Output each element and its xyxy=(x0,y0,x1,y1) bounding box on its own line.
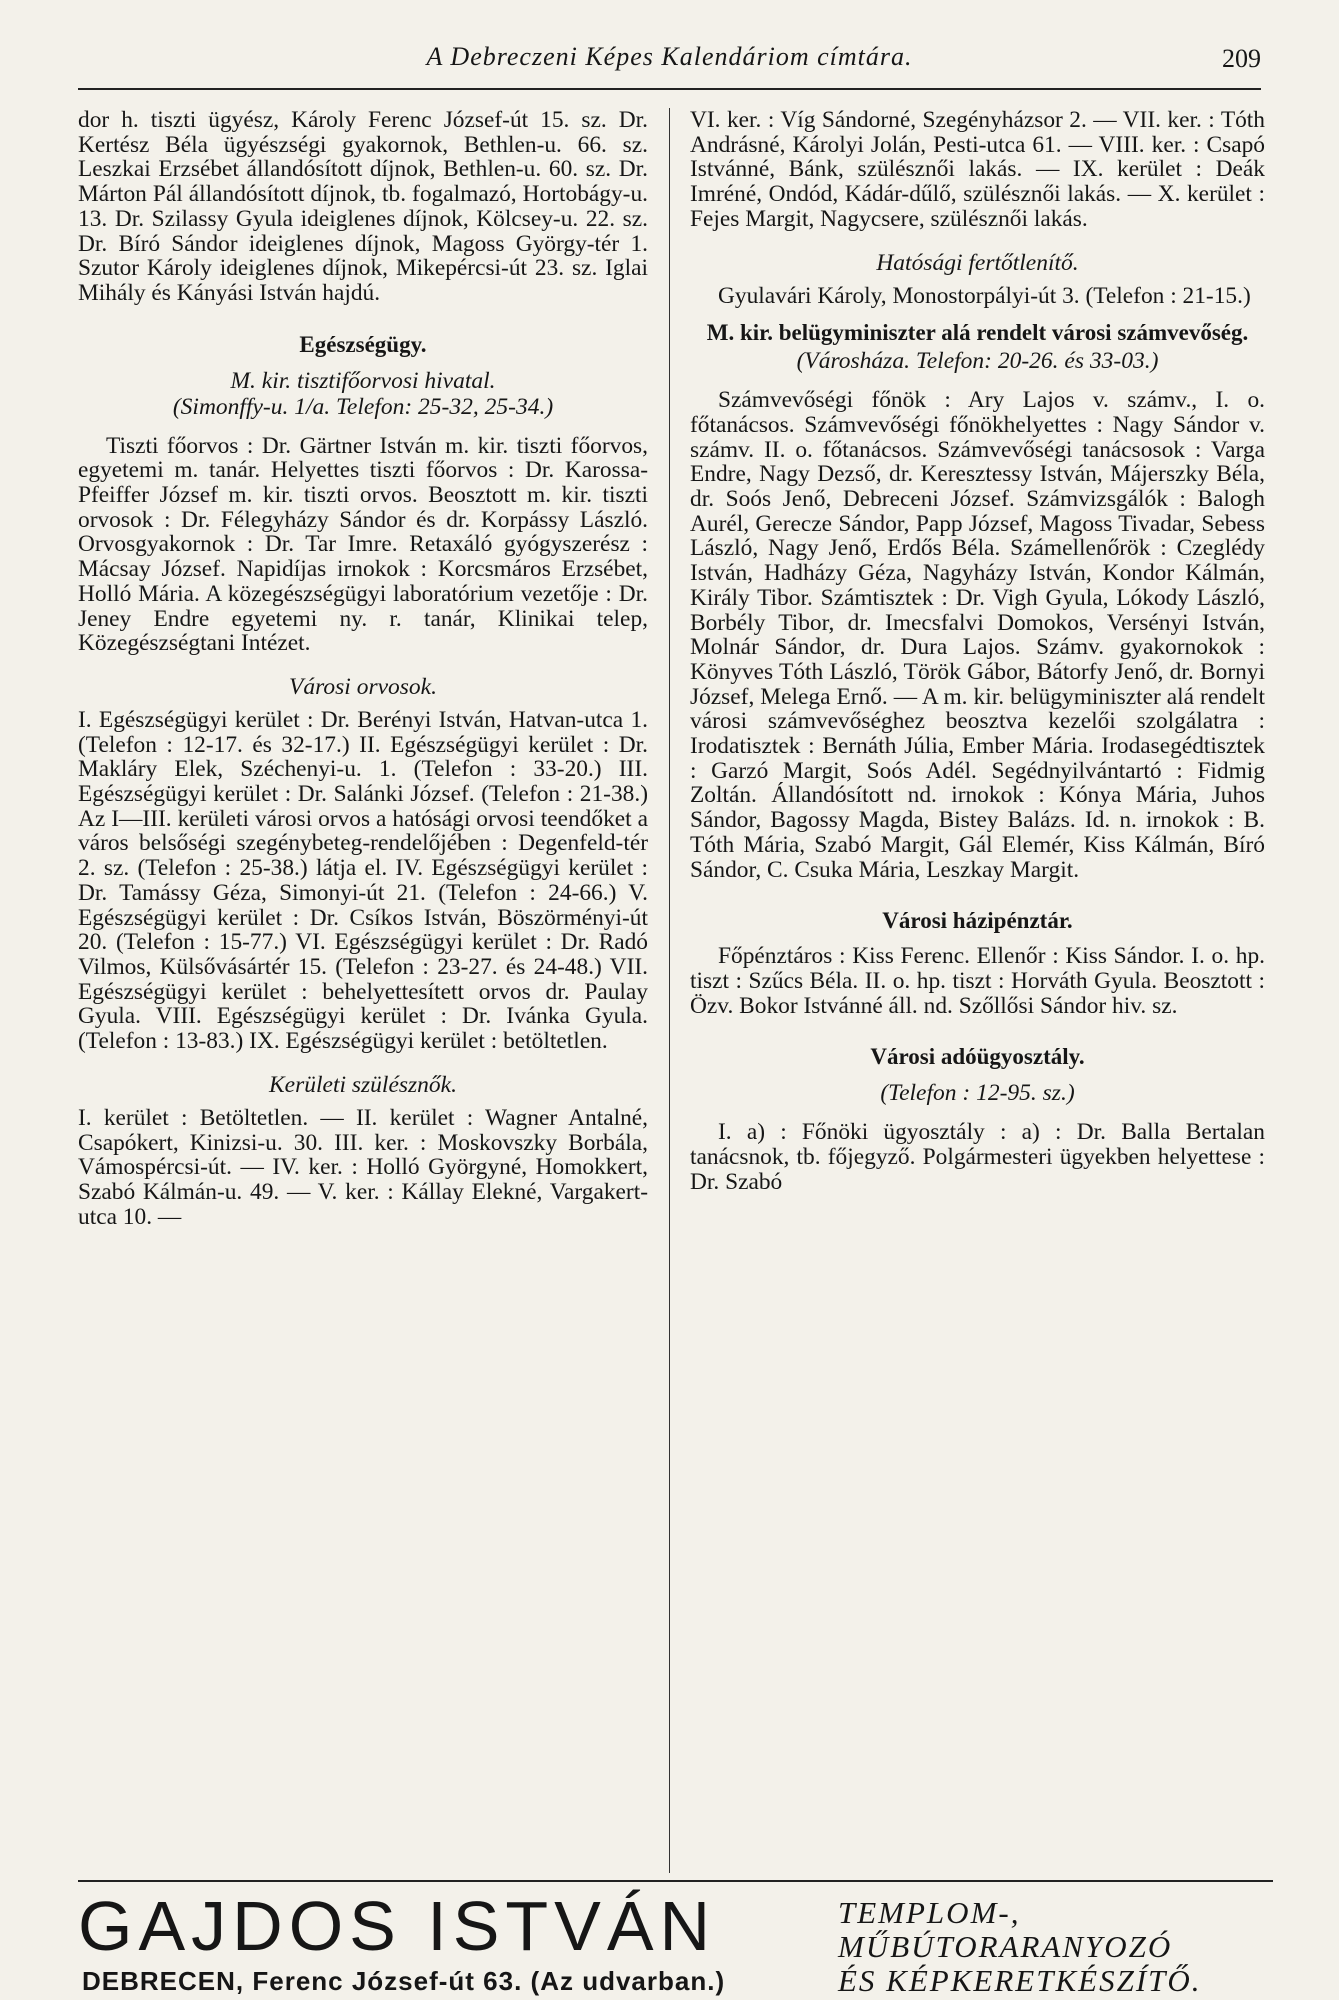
left-intro-paragraph: dor h. tiszti ügyész, Károly Ferenc József-út 15. sz. Dr. Kertész Béla ügyészségi gyakornok, Bethlen-u. 66. sz. Leszkai Erzsébet állandósított díjnok, Bethlen-u. 60. sz. Dr. Márton Pál állandósított díjnok, tb. fogalmazó, Hortobágy-u. 13. Dr. Szilassy Gyula ideiglenes díjnok, Kölcsey-u. 22. sz. Dr. Bíró Sándor ideiglenes díjnok, Magoss György-tér 1. Szutor Károly ideiglenes díjnok, Mikepércsi-út 23. sz. Iglai Mihály és Kányási István hajdú. xyxy=(78,108,648,306)
accounting-address: (Városháza. Telefon: 20-26. és 33-03.) xyxy=(796,348,1159,375)
doctors-paragraph: I. Egészségügyi kerület : Dr. Berényi István, Hatvan-utca 1. (Telefon : 12-17. és 32-17.) II. Egészségügyi kerület : Dr. Makláry Elek, Széchenyi-u. 1. (Telefon : 33-20.) III. Egészségügyi kerület : Dr. Salánki József. (Telefon : 21-38.) Az I—III. kerületi városi orvos a hatósági orvosi teendőket a város belsőségi szegénybeteg-rendelőjében : Degenfeld-tér 2. sz. (Telefon : 25-38.) látja el. IV. Egészségügyi kerület : Dr. Tamássy Géza, Simonyi-út 21. (Telefon : 24-66.) V. Egészségügyi kerület : Dr. Csíkos István, Böszörményi-út 20. (Telefon : 15-77.) VI. Egészségügyi kerület : Dr. Radó Vilmos, Külsővásártér 15. (Telefon : 23-27. és 24-48.) VII. Egészségügyi kerület : behelyettesített orvos dr. Paulay Gyula. VIII. Egészségügyi kerület : Dr. Ivánka Gyula. (Telefon : 13-83.) IX. Egészségügyi kerület : betöltetlen. xyxy=(78,706,648,1055)
treasury-paragraph: Főpénztáros : Kiss Ferenc. Ellenőr : Kiss Sándor. I. o. hp. tiszt : Szűcs Béla. II. o. hp. tiszt : Horváth Gyula. Beosztott : Özv. Bokor Istvánné áll. nd. Szőllősi Sándor hiv. sz. xyxy=(690,943,1265,1019)
page-number: 209 xyxy=(1222,44,1261,73)
tax-paragraph: I. a) : Főnöki ügyosztály : a) : Dr. Balla Bertalan tanácsnok, tb. főjegyző. Polgármesteri ügyekben helyettese : Dr. Szabó xyxy=(690,1119,1265,1195)
treasury-heading: Városi házipénztár. xyxy=(882,908,1073,934)
midwives-heading: Kerületi szülésznők. xyxy=(269,1071,457,1098)
left-column xyxy=(78,108,648,1873)
disinfector-paragraph: Gyulavári Károly, Monostorpályi-út 3. (Telefon : 21-15.) xyxy=(718,282,1251,309)
health-subheading: M. kir. tisztifőorvosi hivatal. xyxy=(230,367,496,394)
running-title: A Debreczeni Képes Kalendáriom címtára. xyxy=(426,42,913,71)
disinfector-heading: Hatósági fertőtlenítő. xyxy=(876,249,1079,276)
gajdos-trade xyxy=(838,1896,1278,1998)
accounting-heading: M. kir. belügyminiszter alá rendelt városi számvevőség. xyxy=(706,320,1249,346)
health-address: (Simonffy-u. 1/a. Telefon: 25-32, 25-34.) xyxy=(172,393,554,420)
tax-heading: Városi adóügyosztály. xyxy=(870,1044,1085,1070)
accounting-paragraph: Számvevőségi főnök : Ary Lajos v. számv., I. o. főtanácsos. Számvevőségi főnökhelyettes : Nagy Sándor v. számv. II. o. főtanácsos. Számvevőségi tanácsosok : Varga Endre, Nagy Dezső, dr. Keresztessy István, Májerszky Béla, dr. Soós Jenő, Debreceni József. Számvizsgálók : Balogh Aurél, Gerecze Sándor, Papp József, Magoss Tivadar, Sebess László, Nagy Jenő, Erdős Béla. Számellenőrök : Czeglédy István, Hadházy Géza, Nagyházy István, Kondor Kálmán, Király Tibor. Számtisztek : Dr. Vigh Gyula, Lókody László, Borbély Tibor, dr. Imecsfalvi Domokos, Versényi István, Molnár Sándor, dr. Dura Lajos. Számv. gyakornokok : Könyves Tóth László, Török Gábor, Bátorfy Jenő, dr. Bornyi József, Melega Ernő. — A m. kir. belügyminiszter alá rendelt városi számvevőséghez beosztva kezelői szolgálatra : Irodatisztek : Bernáth Júlia, Ember Mária. Irodasegédtisztek : Garzó Margit, Soós Adél. Segédnyilvántartó : Fidmig Zoltán. Állandósított nd. irnokok : Kónya Mária, Juhos Sándor, Bagossy Magda, Bistey Balázs. Id. n. irnokok : B. Tóth Mária, Szabó Margit, Gál Elemér, Kiss Kálmán, Bíró Sándor, C. Csuka Mária, Leszkay Margit. xyxy=(690,387,1265,883)
running-head xyxy=(78,40,1261,90)
gajdos-advertisement xyxy=(78,1880,1273,2000)
midwives-continued-paragraph: VI. ker. : Víg Sándorné, Szegényházsor 2. — VII. ker. : Tóth Andrásné, Károlyi Jolán, Pesti-utca 61. — VIII. ker. : Csapó Istvánné, Bánk, szülésznői lakás. — IX. kerület : Deák Imréné, Ondód, Kádár-dűlő, szülésznői lakás. — X. kerület : Fejes Margit, Nagycsere, szülésznői lakás. xyxy=(690,108,1265,232)
gajdos-trade-line-3: ÉS KÉPKERETKÉSZÍTŐ. xyxy=(838,1963,1202,1998)
gajdos-address: DEBRECEN, Ferenc József-út 63. (Az udvarban.) xyxy=(82,1966,726,1996)
column-divider xyxy=(669,108,670,1873)
right-column xyxy=(690,108,1265,1873)
doctors-heading: Városi orvosok. xyxy=(289,673,437,700)
gajdos-trade-line-1: TEMPLOM-, xyxy=(838,1895,1021,1930)
gajdos-trade-line-2: MŰBÚTORARANYOZÓ xyxy=(838,1929,1173,1964)
health-paragraph: Tiszti főorvos : Dr. Gärtner István m. kir. tiszti főorvos, egyetemi m. tanár. Helyettes tiszti főorvos : Dr. Karossa-Pfeiffer József m. kir. tiszti orvos. Beosztott m. kir. tiszti orvosok : Dr. Félegyházy Sándor és dr. Korpássy László. Orvosgyakornok : Dr. Tar Imre. Retaxáló gyógyszerész : Mácsay József. Napidíjas irnokok : Korcsmáros Erzsébet, Holló Mária. A közegészségügyi laboratórium vezetője : Dr. Jeney Endre egyetemi ny. r. tanár, Klinikai telep, Közegészségtani Intézet. xyxy=(78,432,648,657)
midwives-paragraph: I. kerület : Betöltetlen. — II. kerület : Wagner Antalné, Csapókert, Kinizsi-u. 30. III. ker. : Moskovszky Borbála, Vámospércsi-út. — IV. ker. : Holló Györgyné, Homokkert, Szabó Kálmán-u. 49. — V. ker. : Kállay Elekné, Vargakert-utca 10. — xyxy=(78,1104,648,1230)
tax-phone: (Telefon : 12-95. sz.) xyxy=(880,1080,1075,1107)
text-columns xyxy=(78,108,1273,1873)
gajdos-name: GAJDOS ISTVÁN xyxy=(78,1887,717,1965)
health-heading: Egészségügy. xyxy=(299,331,427,357)
